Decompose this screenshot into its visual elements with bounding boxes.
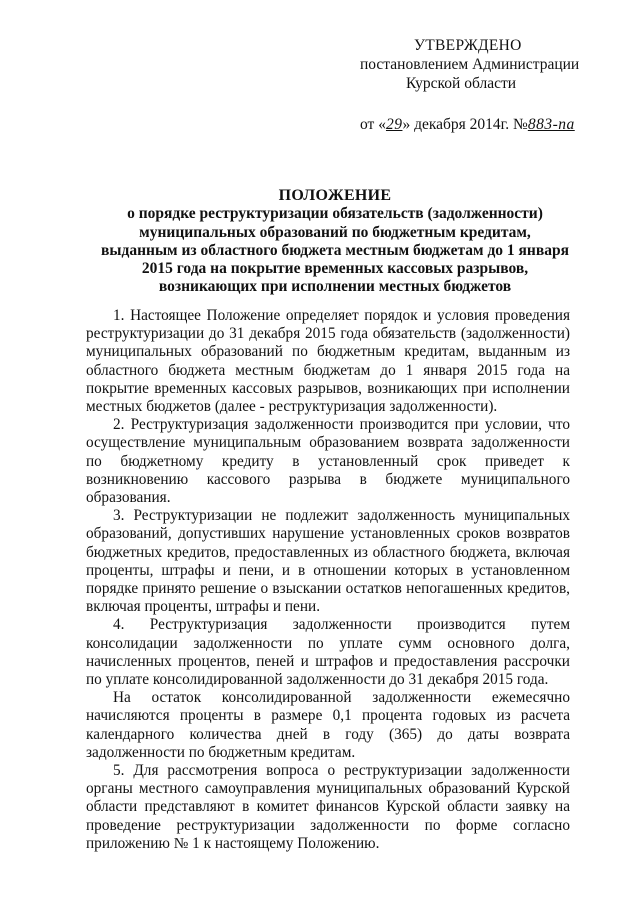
- paragraph-2: 2. Реструктуризация задолженности производится при условии, что осуществление муниципальным образованием возврата задолженности по бюджетному кредиту в установленный срок приведет к возникновению кассового разрыва в бюджете муниципального образования.: [86, 416, 570, 507]
- document-subtitle: о порядке реструктуризации обязательств (задолженности) муниципальных образований по бюджетным кредитам, выданным из областного бюджета местным бюджетам до 1 января 2015 года на покрытие временных кассовых разрывов, возникающих при исполнении местных бюджетов: [101, 205, 569, 296]
- paragraph-4: 4. Реструктуризация задолженности производится путем консолидации задолженности по уплате сумм основного долга, начисленных процентов, пеней и штрафов и предоставления рассрочки по уплате консолидированной задолженности до 31 декабря 2015 года.: [86, 616, 570, 689]
- document-body: [86, 307, 570, 853]
- document-title: ПОЛОЖЕНИЕ: [278, 187, 392, 204]
- paragraph-5: 5. Для рассмотрения вопроса о реструктуризации задолженности органы местного самоуправления муниципальных образований Курской области представляют в комитет финансов Курской области заявку на проведение реструктуризации задолженности по форме согласно приложению № 1 к настоящему Положению.: [86, 762, 570, 852]
- date-middle: » декабря 2014г. №: [402, 116, 528, 133]
- paragraph-3: 3. Реструктуризации не подлежит задолженность муниципальных образований, допустивших нарушение установленных сроков возвратов бюджетных кредитов, предоставленных из областного бюджета, включая проценты, штрафы и пени, и в отношении которых в установленном порядке принято решение о взыскании остатков непогашенных кредитов, включая проценты, штрафы и пени.: [86, 507, 570, 616]
- approval-region: Курской области: [406, 75, 517, 92]
- paragraph-1: 1. Настоящее Положение определяет порядок и условия проведения реструктуризации до 31 декабря 2015 года обязательств (задолженности) муниципальных образований по бюджетным кредитам, выданным из областного бюджета местным бюджетам до 1 января 2015 года на покрытие временных кассовых разрывов, возникающих при исполнении местных бюджетов (далее - реструктуризация задолженности).: [86, 307, 570, 416]
- approval-block: [360, 36, 610, 134]
- document-heading: [100, 187, 570, 297]
- document-number: 883-па: [527, 116, 575, 133]
- date-day: 29: [385, 116, 403, 133]
- date-prefix: от «: [360, 116, 386, 133]
- approval-date-line: [360, 115, 610, 134]
- approval-title: УТВЕРЖДЕНО: [414, 37, 522, 54]
- paragraph-4-interest: На остаток консолидированной задолженности ежемесячно начисляются проценты в размере 0,1 процента годовых из расчета календарного количества дней в году (365) до даты возврата задолженности по бюджетным кредитам.: [86, 689, 570, 761]
- approval-authority: постановлением Администрации: [360, 56, 580, 73]
